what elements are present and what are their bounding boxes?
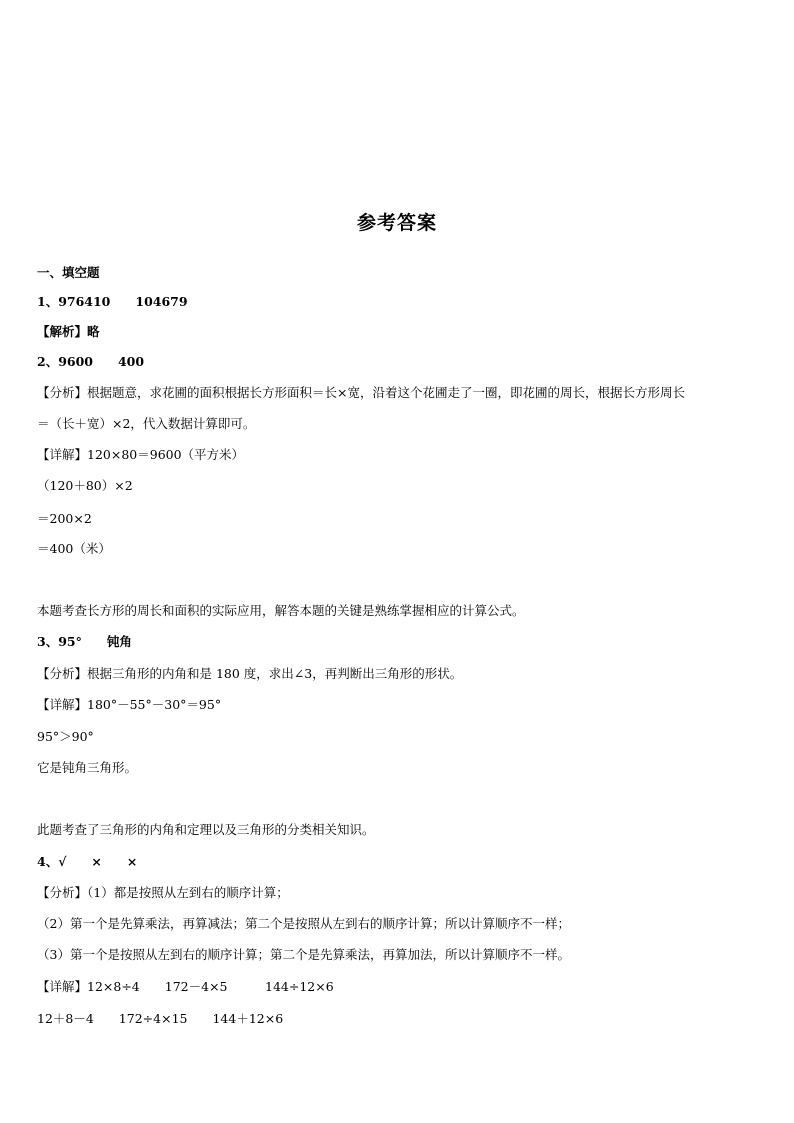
q2-detail-line-2: （120＋80）×2 [37,478,133,493]
q3-detail-line-2: 95°＞90° [37,729,94,744]
q1-analysis: 【解析】略 [37,324,100,339]
q2-analysis-line-1: 【分析】根据题意，求花圃的面积根据长方形面积＝长×宽，沿着这个花圃走了一圈，即花圃的周长，根据长方形周长 [37,385,685,400]
q3-detail-line-3: 它是钝角三角形。 [37,760,138,775]
q4-analysis-line-2: （2）第一个是先算乘法，再算减法；第二个是按照从左到右的顺序计算；所以计算顺序不一样； [37,916,570,931]
q4-analysis-line-1: 【分析】（1）都是按照从左到右的顺序计算； [37,885,289,900]
q2-answer: 2、9600 400 [37,354,145,369]
q4-analysis-line-3: （3）第一个是按照从左到右的顺序计算；第二个是先算乘法，再算加法，所以计算顺序不一样。 [37,947,570,962]
q4-answer: 4、√ × × [37,854,138,869]
q2-detail-line-1: 【详解】120×80＝9600（平方米） [37,447,245,462]
q4-detail-line-1: 【详解】12×8÷4 172－4×5 144÷12×6 [37,979,334,994]
section-heading: 一、填空题 [37,265,100,280]
q1-answer: 1、976410 104679 [37,294,188,309]
q2-detail-line-3: ＝200×2 [37,511,92,526]
q2-detail-line-4: ＝400（米） [37,541,111,556]
q2-analysis-line-2: ＝（长＋宽）×2，代入数据计算即可。 [37,416,256,431]
q3-answer: 3、95° 钝角 [37,634,132,649]
q3-summary: 此题考查了三角形的内角和定理以及三角形的分类相关知识。 [37,822,375,837]
q4-detail-line-2: 12＋8－4 172÷4×15 144＋12×6 [37,1011,284,1026]
page-title: 参考答案 [356,212,437,234]
q3-detail-line-1: 【详解】180°－55°－30°＝95° [37,697,222,712]
q2-summary: 本题考查长方形的周长和面积的实际应用，解答本题的关键是熟练掌握相应的计算公式。 [37,603,525,618]
q3-analysis: 【分析】根据三角形的内角和是 180 度，求出∠3，再判断出三角形的形状。 [37,666,463,681]
